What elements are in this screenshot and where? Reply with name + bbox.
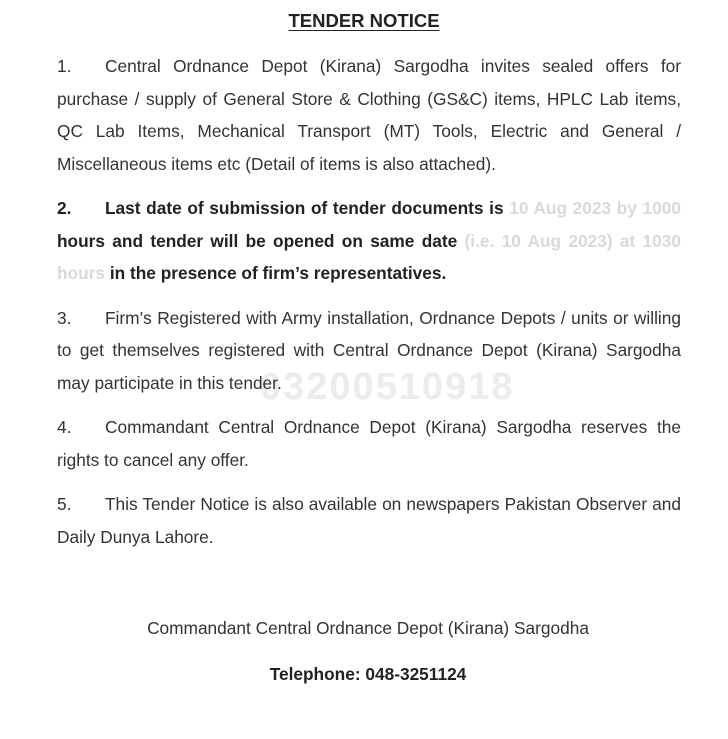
item-text-part1: Last date of submission of tender documents is [105, 198, 504, 218]
item-text-part3: in the presence of firm’s representatives. [109, 263, 447, 283]
issuing-authority: Commandant Central Ordnance Depot (Kirana) Sargodha [147, 618, 589, 638]
item-number: 3. [57, 307, 72, 328]
item-number: 5. [57, 494, 72, 514]
page-title: TENDER NOTICE [288, 10, 440, 31]
watermark: 03200510918 [260, 366, 515, 408]
item-text: Commandant Central Ordnance Depot (Kirana) Sargodha reserves the rights to cancel any offer. [57, 417, 681, 470]
notice-item-3 [57, 302, 681, 400]
notice-item-1 [57, 50, 681, 180]
item-number: 2. [57, 198, 72, 218]
telephone: Telephone: 048-3251124 [269, 664, 467, 684]
item-text: Central Ordnance Depot (Kirana) Sargodha invites sealed offers for purchase / supply of General Store & Clothing (GS&C) items, HPLC Lab items, QC Lab Items, Mechanical Transport (MT) Tools, Electric and General / Miscellaneous items etc (Detail of items is also attached). [57, 56, 681, 174]
notice-items [57, 50, 681, 565]
redacted-opening-time: (i.e. 10 Aug 2023) at 1030 hours [57, 230, 681, 283]
item-text: Firm’s Registered with Army installation, Ordnance Depots / units or willing to get themselves registered with Central Ordnance Depot (Kirana) Sargodha may participate in this tender. [57, 307, 681, 393]
item-number: 4. [57, 417, 72, 437]
notice-item-5 [57, 488, 681, 553]
item-number: 1. [57, 56, 72, 76]
notice-item-4 [57, 411, 681, 476]
redacted-date-time: 10 Aug 2023 by 1000 [509, 198, 681, 218]
notice-item-2 [57, 192, 681, 290]
item-text-part2: hours and tender will be opened on same date [57, 230, 458, 251]
item-text: This Tender Notice is also available on newspapers Pakistan Observer and Daily Dunya Lahore. [57, 494, 681, 547]
